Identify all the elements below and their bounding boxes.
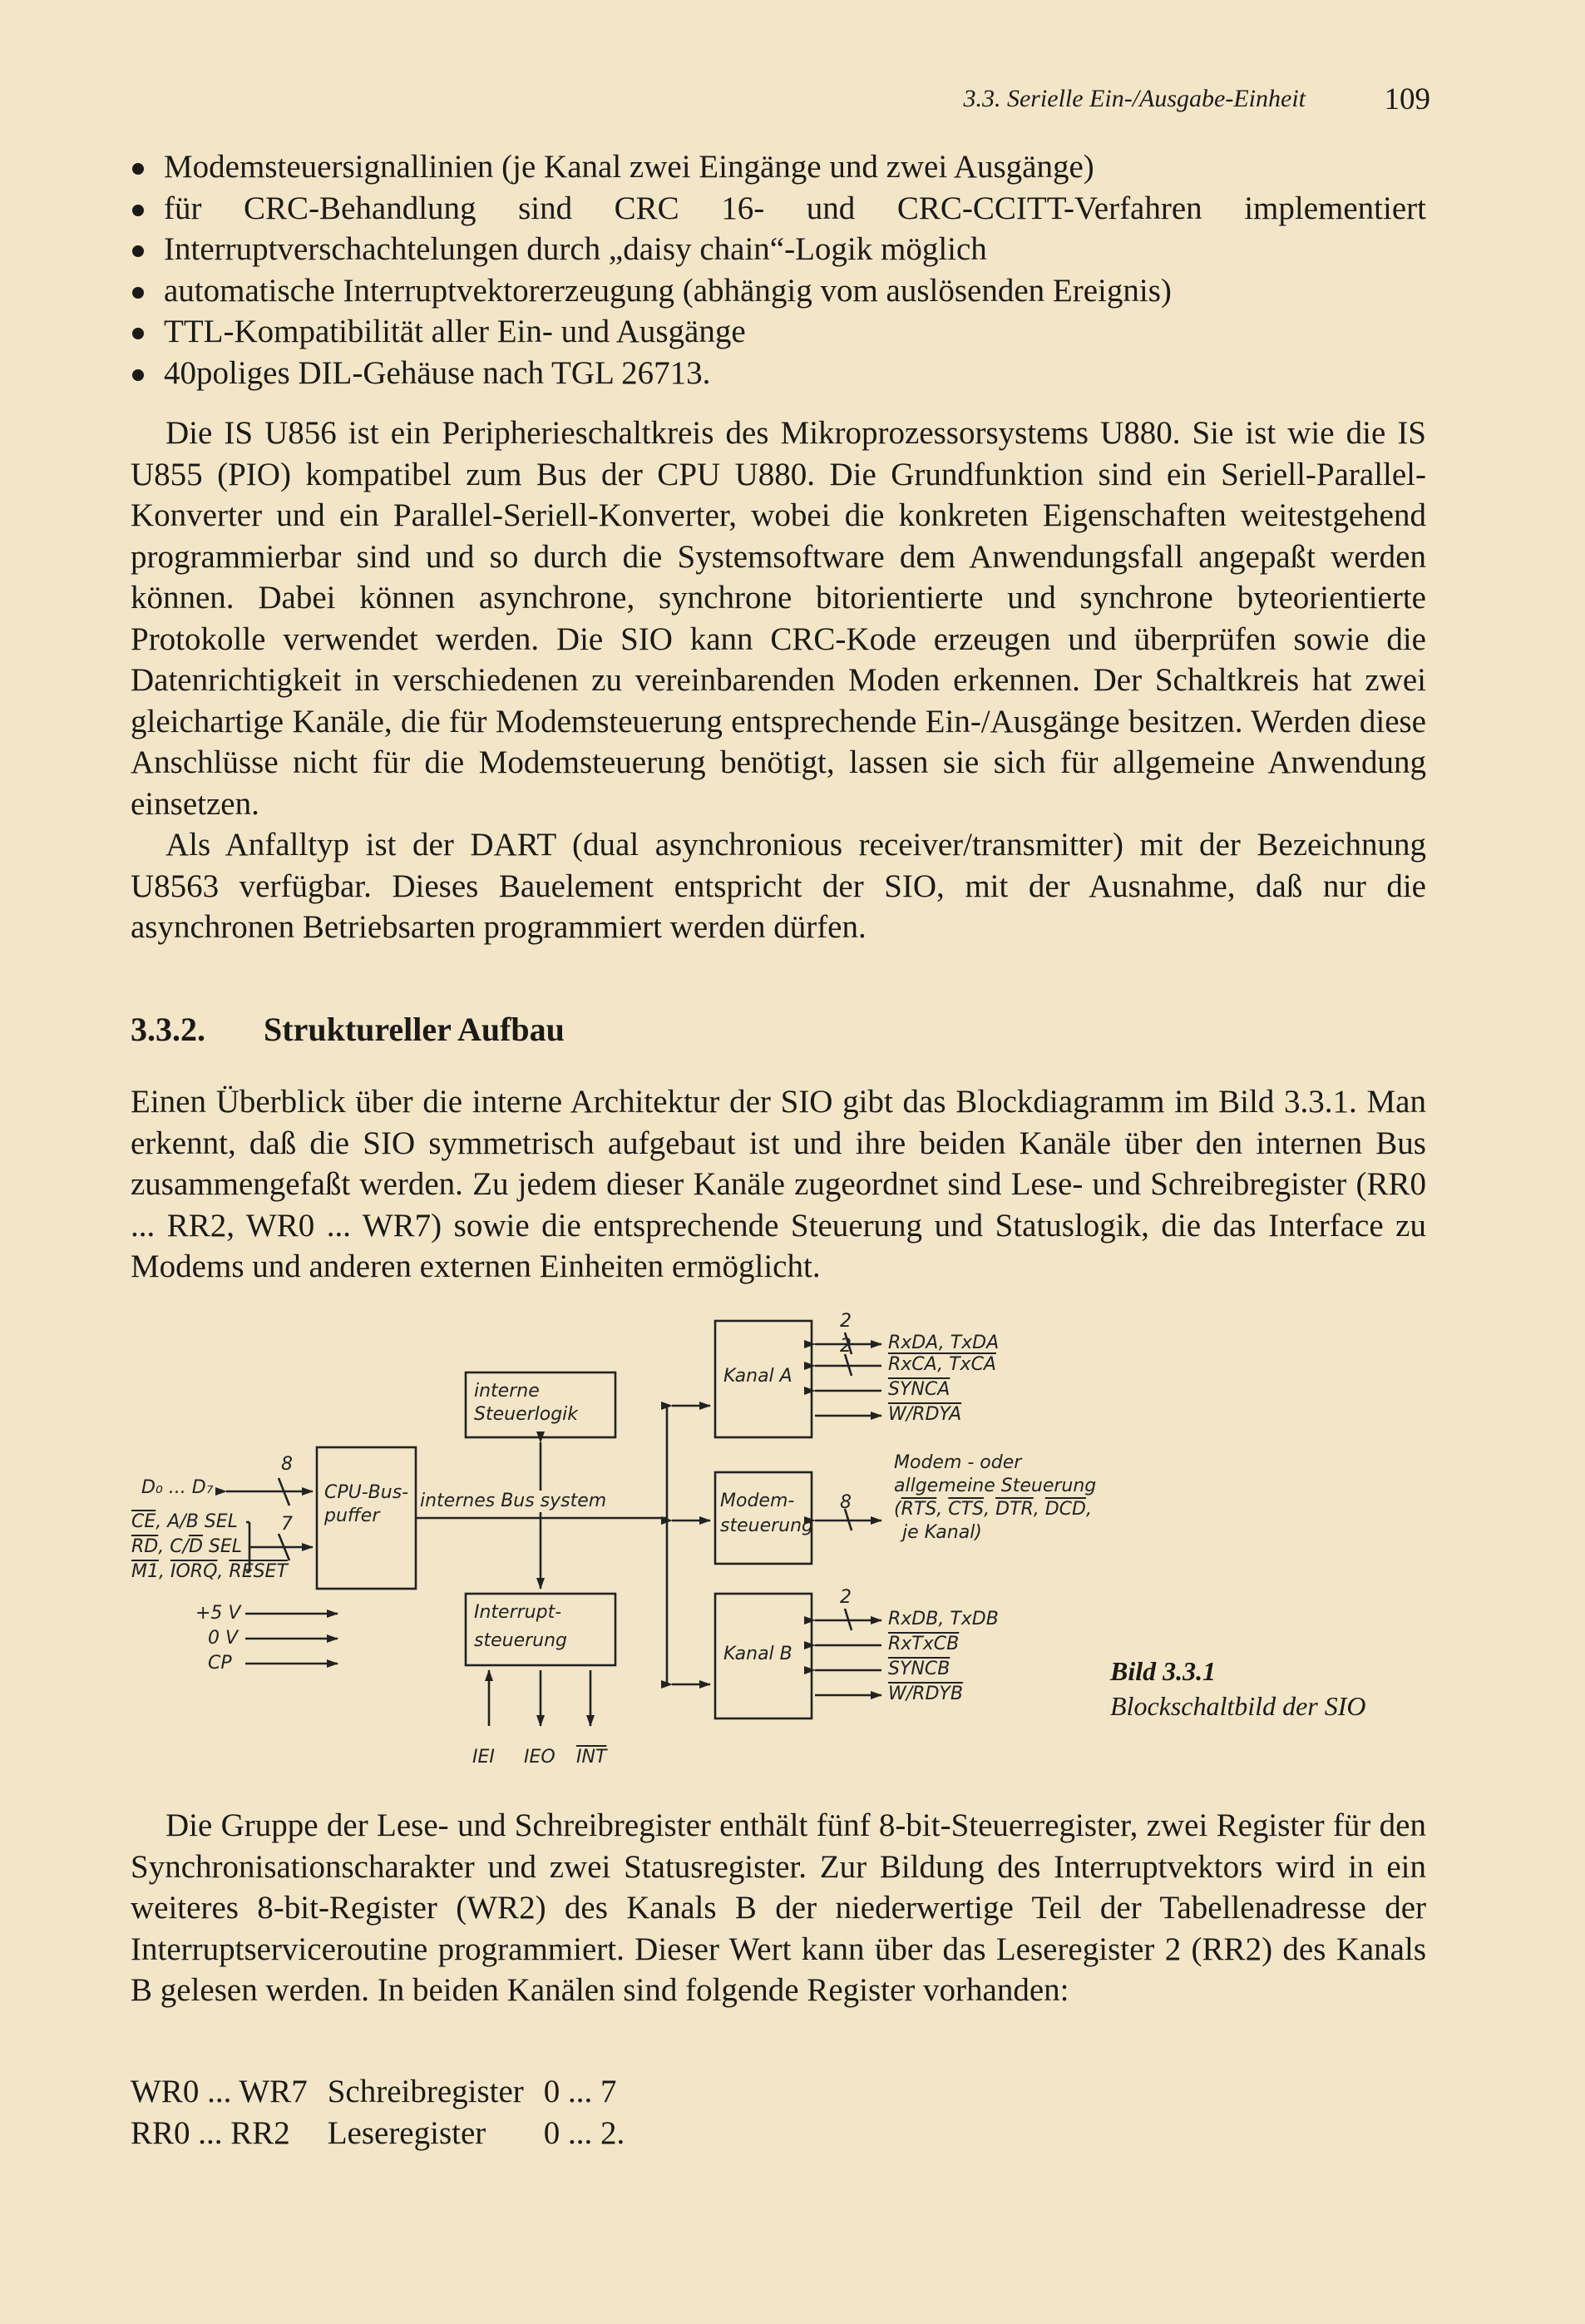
data-bus-signal-label: D₀ ... D₇	[141, 1477, 214, 1498]
paragraph: Die IS U856 ist ein Peripherieschaltkreis des Mikroprozessorsystems U880. Sie ist wie die IS U855 (PIO) kompatibel zum Bus der CPU U880. Die Grundfunktion sind ein Seriell-Parallel-Konverter und ein Parallel-Seriell-Konverter, wobei die konkreten Eigenschaften weitestgehend programmierbar sind und so durch die Systemsoftware dem Anwendungsfall angepaßt werden können. Dabei können asynchrone, synchrone bitorientierte und synchrone byteorientierte Protokolle verwendet werden. Die SIO kann CRC-Kode erzeugen und überprüfen sowie die Datenrichtigkeit in verschiedenen zu vereinbarenden Moden erkennen. Der Schaltkreis hat zwei gleichartige Kanäle, die für Modemsteuerung entsprechende Ein-/Ausgänge besitzen. Werden diese Anschlüsse nicht für die Modemsteuerung benötigt, lassen sie sich für allgemeine Anwendung einsetzen.	[131, 415, 1426, 822]
power-0v-label: 0 V	[208, 1628, 239, 1649]
running-head	[873, 82, 1430, 123]
bullet-icon	[132, 287, 144, 299]
rxca-txca-label: RxCA, TxCA	[888, 1354, 996, 1375]
internal-control-label: Steuerlogik	[474, 1404, 579, 1425]
ce-signal-label: $\overline{CE}$, A/B SEL	[131, 1511, 238, 1532]
cpu-bus-buffer-label: puffer	[324, 1506, 380, 1526]
figure-caption	[1110, 1654, 1365, 1723]
bullet-icon	[132, 205, 144, 216]
modem-signals-label: Modem - oder	[894, 1452, 1022, 1473]
channel-b-label: Kanal B	[723, 1644, 792, 1664]
bullet-icon	[132, 328, 144, 339]
bullet-icon	[132, 369, 144, 381]
bus-width-label: 2	[840, 1311, 852, 1332]
list-item: 40poliges DIL-Gehäuse nach TGL 26713.	[131, 353, 1426, 394]
rxda-txda-label: RxDA, TxDA	[888, 1333, 1000, 1353]
bullet-icon	[132, 245, 144, 257]
overview-text	[131, 1081, 1426, 1288]
register-text	[131, 1805, 1426, 2011]
page-number: 109	[1384, 82, 1430, 116]
register-table	[131, 2071, 644, 2154]
interrupt-control-label: Interrupt-	[474, 1602, 562, 1623]
section-title: Struktureller Aufbau	[264, 1011, 565, 1048]
internal-control-label: interne	[474, 1381, 540, 1402]
intro-text	[131, 413, 1426, 948]
paragraph: Die Gruppe der Lese- und Schreibregister enthält fünf 8-bit-Steuerregister, zwei Register für den Synchronisationscharakter und zwei Statusregister. Zur Bildung des Interruptvektors wird in ein weiteres 8-bit-Register (WR2) des Kanals B der niederwertige Teil der Tabellenadresse der Interruptserviceroutine programmiert. Dieser Wert kann über das Leseregister 2 (RR2) des Kanals B gelesen werden. In beiden Kanälen sind folgende Register vorhanden:	[131, 1807, 1426, 2008]
list-item: Interruptverschachtelungen durch „daisy chain“-Logik möglich	[131, 229, 1426, 270]
wrdyb-label: W/RDYB	[888, 1684, 963, 1704]
iei-label: IEI	[472, 1747, 495, 1768]
list-item: für CRC-Behandlung sind CRC 16- und CRC-CCITT-Verfahren implementiert	[131, 188, 1426, 230]
modem-signals-label: allgemeine Steuerung	[894, 1476, 1097, 1496]
list-item: automatische Interruptvektorerzeugung (abhängig vom auslösenden Ereignis)	[131, 270, 1426, 312]
int-label: $\overline{INT}$	[576, 1747, 607, 1768]
figure-number: Bild 3.3.1	[1110, 1656, 1217, 1686]
paragraph: Als Anfalltyp ist der DART (dual asynchronious receiver/transmitter) mit der Bezeichnung U8563 verfügbar. Dieses Bauelement entspricht der SIO, mit der Ausnahme, daß nur die asynchronen Betriebsarten programmiert werden dürfen.	[131, 827, 1426, 945]
cpu-bus-buffer-label: CPU-Bus-	[324, 1482, 409, 1503]
block-diagram-figure	[125, 1306, 1422, 1788]
internal-bus-label: internes Bus system	[420, 1491, 607, 1511]
modem-signals-list: ($\overline{RTS}$, $\overline{CTS}$, $\overline{DTR}$, $\overline{DCD}$,	[894, 1499, 1092, 1520]
clock-label: CP	[208, 1653, 232, 1674]
bus-width-label: 8	[281, 1454, 293, 1475]
power-5v-label: +5 V	[195, 1603, 241, 1624]
paragraph: Einen Überblick über die interne Architektur der SIO gibt das Blockdiagramm im Bild 3.3.1. Man erkennt, daß die SIO symmetrisch aufgebaut ist und ihre beiden Kanäle über den internen Bus zusammengefaßt werden. Zu jedem dieser Kanäle zugeordnet sind Lese- und Schreibregister (RR0 ... RR2, WR0 ... WR7) sowie die entsprechende Steuerung und Statuslogik, die das Interface zu Modems und anderen externen Einheiten ermöglicht.	[131, 1084, 1426, 1284]
rxdb-txdb-label: RxDB, TxDB	[888, 1609, 999, 1629]
channel-a-label: Kanal A	[723, 1366, 792, 1387]
list-item: Modemsteuersignallinien (je Kanal zwei Eingänge und zwei Ausgänge)	[131, 146, 1426, 188]
table-row: WR0 ... WR7 Schreibregister 0 ... 7	[131, 2074, 617, 2109]
interrupt-control-label: steuerung	[474, 1630, 567, 1651]
bus-width-label: 7	[281, 1514, 293, 1535]
section-number: 3.3.2.	[131, 1011, 205, 1048]
syncb-label: SYNCB	[888, 1659, 951, 1679]
wrdya-label: W/RDYA	[888, 1404, 962, 1425]
bus-width-label: 2	[840, 1587, 852, 1608]
synca-label: SYNCA	[888, 1379, 951, 1400]
ieo-label: IEO	[524, 1747, 555, 1768]
modem-control-label: Modem-	[720, 1491, 795, 1511]
modem-signals-label: je Kanal)	[902, 1522, 982, 1543]
table-row: RR0 ... RR2 Leseregister 0 ... 2.	[131, 2115, 625, 2151]
rxtxcb-label: RxTxCB	[888, 1634, 960, 1654]
running-head-title: 3.3. Serielle Ein-/Ausgabe-Einheit	[963, 85, 1306, 112]
m1-signal-label: M1, IORQ, RESET	[131, 1561, 288, 1582]
bullet-icon	[132, 163, 144, 175]
bus-width-label: 2	[840, 1336, 852, 1357]
bus-width-label: 8	[840, 1492, 852, 1513]
feature-list	[131, 146, 1426, 393]
modem-control-label: steuerung	[720, 1516, 813, 1536]
rd-signal-label: $\overline{RD}$, $C/\overline{D}$ SEL	[131, 1536, 243, 1557]
list-item: TTL-Kompatibilität aller Ein- und Ausgänge	[131, 311, 1426, 353]
section-heading	[131, 1010, 565, 1049]
figure-caption-text: Blockschaltbild der SIO	[1110, 1691, 1366, 1721]
